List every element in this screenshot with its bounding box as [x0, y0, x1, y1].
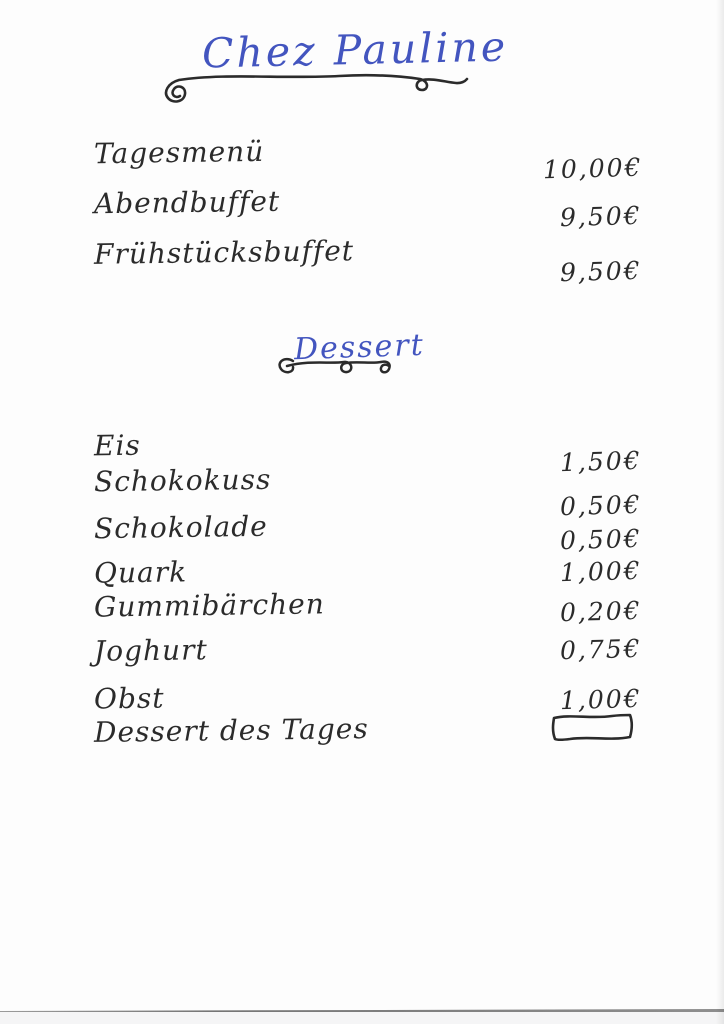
item-name: Eis [93, 428, 141, 463]
item-name: Schokokuss [93, 462, 272, 499]
item-price: 10,00€ [542, 152, 643, 185]
menu-item-row [94, 236, 642, 286]
item-price: 1,50€ [560, 445, 643, 478]
item-price: 0,20€ [560, 595, 643, 628]
empty-price-box [550, 711, 636, 743]
menu-item-row [94, 511, 642, 554]
item-name: Frühstücksbuffet [93, 234, 355, 271]
item-price: 9,50€ [560, 200, 643, 233]
item-name: Abendbuffet [93, 184, 281, 221]
menu-item-row [94, 556, 642, 589]
item-price: 0,75€ [560, 633, 643, 666]
item-name: Obst [93, 681, 165, 716]
scan-edge-shadow [716, 0, 724, 1024]
title-flourish-underline [164, 70, 469, 108]
item-price: 1,00€ [560, 555, 643, 588]
scan-edge-margin [0, 1012, 724, 1024]
page-title: Chez Pauline [201, 22, 509, 78]
item-name: Dessert des Tages [93, 712, 369, 749]
menu-item-row [94, 186, 642, 231]
menu-item-row [94, 714, 642, 747]
menu-item-row [94, 136, 642, 183]
item-price: 1,00€ [560, 683, 643, 716]
item-name: Quark [93, 555, 188, 590]
menu-item-row [94, 589, 642, 626]
item-name: Joghurt [93, 633, 208, 668]
dessert-section-heading: Dessert [293, 327, 426, 368]
menu-item-row [94, 634, 642, 667]
item-name: Tagesmenü [93, 134, 265, 171]
dessert-flourish-underline [274, 353, 406, 383]
item-name: Gummibärchen [93, 587, 326, 624]
item-price: 0,50€ [560, 523, 643, 556]
item-price: 9,50€ [560, 255, 643, 288]
item-price: 0,50€ [560, 489, 643, 522]
item-name: Schokolade [93, 509, 268, 546]
